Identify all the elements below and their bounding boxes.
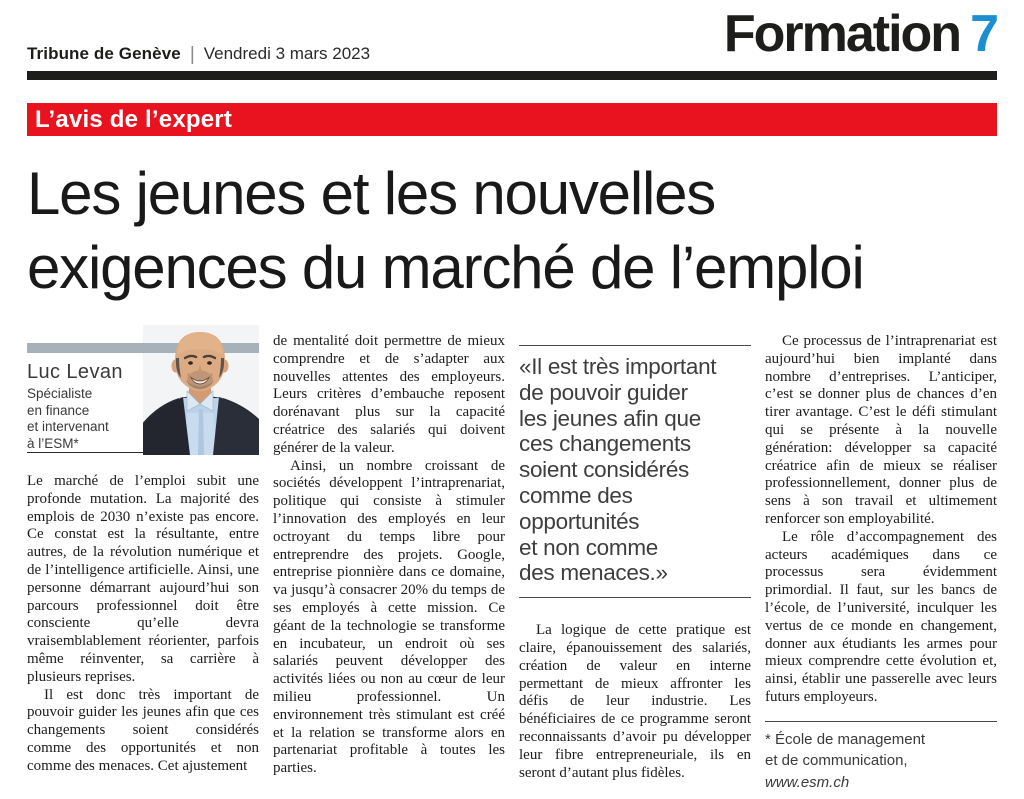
article-body-col2 — [273, 333, 505, 778]
headline-line1: Les jeunes et les nouvelles — [27, 160, 716, 227]
kicker-label: L’avis de l’expert — [35, 105, 233, 133]
paragraph: Ainsi, un nombre croissant de sociétés développent l’intraprenariat, politique qui consiste à stimuler l’innovation des employés en leur octroyant du temps libre pour entreprendre des projets. Google, entreprise pionnière dans ce domaine, va jusqu’à consacrer 20% du temps de ses employés à cette mission. Ce géant de la technologie se transforme en incubateur, un endroit où ses salariés peuvent développer des activités liées ou non au cœur de leur milieu professionnel. Un environnement très stimulant est créé et la relation se transforme alors en partenariat profitable à toutes les parties. — [273, 457, 505, 777]
pull-quote-line: «Il est très important — [519, 354, 717, 379]
author-photo — [143, 325, 259, 455]
masthead-separator: | — [189, 44, 195, 65]
masthead — [27, 43, 370, 65]
paragraph: Le marché de l’emploi subit une profonde mutation. La majorité des emplois de 2030 n’existe pas encore. Ce constat est la résultante, entre autres, de la révolution numérique et de l’intelligence artificielle. Ainsi, une personne démarrant aujourd’hui son parcours professionnel doit être consciente qu’elle devra vraisemblablement réorienter, parfois même réinventer, sa carrière à plusieurs reprises. — [27, 473, 259, 685]
paragraph: Il est donc très important de pouvoir guider les jeunes afin que ces changements soient considérés comme des opportunités et non comme des menaces. Cet ajustement — [27, 686, 259, 774]
column-4 — [765, 325, 997, 793]
pull-quote-line: comme des — [519, 482, 633, 508]
pull-quote-line: de pouvoir guider — [519, 379, 688, 405]
paragraph: Le rôle d’accompagnement des acteurs académiques dans ce processus sera évidemment primordial. Il faut, sur les bancs de l’école, de l’université, inculquer les vertus de ce monde en changement, donner aux étudiants les armes pour mieux comprendre cette évolution et, ainsi, établir une passerelle avec leurs futurs employeurs. — [765, 528, 997, 705]
pull-quote-line: opportunités — [519, 508, 640, 534]
footnote-line: et de communication, — [765, 752, 908, 770]
author-role — [27, 386, 109, 452]
footnote — [765, 721, 997, 794]
author-role-line: Spécialiste — [27, 386, 93, 401]
paragraph: La logique de cette pratique est claire, épanouissement des salariés, création de valeur en interne permettant de mieux affronter les défis de leur industrie. Les bénéficiaires de ce programme seront reconnaissants d’avoir pu développer leur fibre entrepreneuriale, ils en seront d’autant plus fidèles. — [519, 622, 751, 781]
section-page-number: 7 — [970, 5, 997, 63]
article-body-col4 — [765, 333, 997, 707]
author-block — [27, 325, 259, 473]
footnote-url: www.esm.ch — [765, 773, 850, 791]
article-body-col1 — [27, 473, 259, 776]
author-role-line: en finance — [27, 402, 90, 418]
column-1 — [27, 325, 259, 776]
publication-date: Vendredi 3 mars 2023 — [203, 44, 371, 63]
footnote-line: * École de management — [765, 730, 926, 748]
pull-quote-line: les jeunes afin que — [519, 405, 701, 431]
column-3 — [519, 325, 751, 782]
section-title: Formation — [723, 5, 961, 63]
column-2 — [273, 325, 505, 778]
article-body-col3 — [519, 622, 751, 782]
paragraph: de mentalité doit permettre de mieux comprendre et de s’adapter aux nouvelles attentes des employeurs. Leurs critères d’embauche reposent dorénavant plus sur la capacité créatrice des salariés qui doivent générer de la valeur. — [273, 333, 505, 456]
pull-quote-line: et non comme — [519, 534, 658, 560]
header-rule-bar — [27, 71, 997, 80]
author-name: Luc Levan — [27, 361, 123, 383]
pull-quote — [519, 345, 751, 598]
pull-quote-line: ces changements — [519, 431, 691, 457]
publication-name: Tribune de Genève — [27, 44, 181, 63]
author-role-line: à l’ESM* — [27, 435, 79, 451]
pull-quote-line: des menaces.» — [519, 560, 668, 586]
article-headline — [27, 157, 1002, 305]
headline-line2: exigences du marché de l’emploi — [27, 234, 864, 301]
author-role-line: et intervenant — [27, 419, 109, 434]
paragraph: Ce processus de l’intraprenariat est aujourd’hui bien implanté dans nombre d’entreprises. L’anticiper, c’est se donner plus de chances d’en tirer avantage. C’est le défi stimulant qui se présente à la nouvelle génération: développer sa capacité créatrice afin de mieux se réaliser professionnellement, donner plus de sens à son travail et ultimement renforcer son employabilité. — [765, 333, 997, 527]
section-logo — [723, 5, 997, 63]
kicker-banner — [27, 103, 997, 136]
pull-quote-line: soient considérés — [519, 457, 690, 483]
